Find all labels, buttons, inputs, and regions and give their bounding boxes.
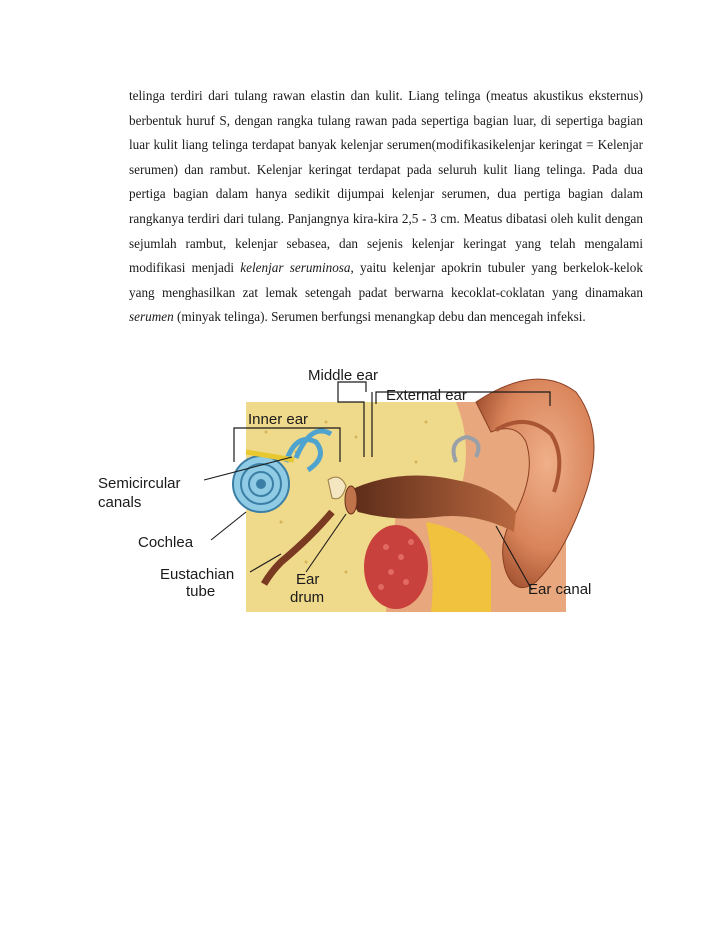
label-ear-canal: Ear canal [528,581,592,598]
label-ear-drum-line2: drum [290,589,325,606]
label-eustachian-line2: tube [186,583,216,600]
label-eustachian-line1: Eustachian [160,566,235,583]
label-ear-drum-line1: Ear [296,571,320,588]
label-external-ear: External ear [386,387,467,404]
paragraph-text-2: , yaitu kelenjar apokrin tubuler yang berkelok-kelok yang menghasilkan zat lemak setengah padat berwarna kecoklat-coklatan yang dinamakan [129,260,643,300]
label-cochlea: Cochlea [138,534,194,551]
label-inner-ear: Inner ear [248,411,309,428]
label-middle-ear: Middle ear [308,367,379,384]
paragraph-text-3: (minyak telinga). Serumen berfungsi menangkap debu dan mencegah infeksi. [173,309,586,325]
ear-anatomy-illustration [96,362,616,616]
gland-shape [364,525,428,609]
label-semicircular-line2: canals [98,494,142,511]
ear-drum-shape [345,486,357,514]
paragraph-italic-term-2: serumen [129,309,174,325]
paragraph-italic-term-1: kelenjar seruminosa [240,260,351,276]
label-semicircular-line1: Semicircular [98,475,181,492]
ear-anatomy-figure [96,362,616,616]
body-paragraph [129,84,643,330]
paragraph-text-1: telinga terdiri dari tulang rawan elastin dan kulit. Liang telinga (meatus akustikus eksternus) berbentuk huruf S, dengan rangka tulang rawan pada sepertiga bagian luar, di sepertiga bagian luar kulit liang telinga terdapat banyak kelenjar serumen(modifikasikelenjar keringat = Kelenjar serumen) dan rambut. Kelenjar keringat terdapat pada seluruh kulit liang telinga. Pada dua pertiga bagian dalam hanya sedikit dijumpai kelenjar serumen, dua pertiga bagian dalam rangkanya terdiri dari tulang. Panjangnya kira-kira 2,5 - 3 cm. Meatus dibatasi oleh kulit dengan sejumlah rambut, kelenjar sebasea, dan sejenis kelenjar keringat yang telah mengalami modifikasi menjadi [129,88,643,276]
cochlea-shape [233,456,289,512]
